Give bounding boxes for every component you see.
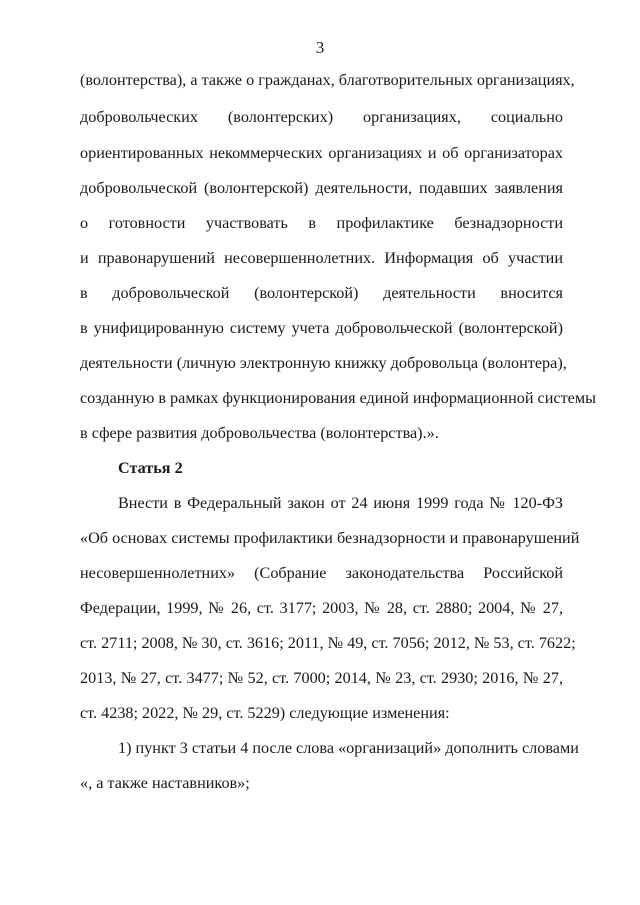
text-line: Внести в Федеральный закон от 24 июня 1999 года № 120-ФЗ	[118, 494, 563, 512]
text-line: о готовности участвовать в профилактике безнадзорности	[80, 214, 563, 232]
text-line: ст. 2711; 2008, № 30, ст. 3616; 2011, № 49, ст. 7056; 2012, № 53, ст. 7622;	[80, 634, 576, 652]
text-line: в сфере развития добровольчества (волонтерства).».	[80, 424, 439, 442]
text-line: ориентированных некоммерческих организациях и об организаторах	[80, 144, 563, 162]
text-line: в унифицированную систему учета добровольческой (волонтерской)	[80, 319, 563, 337]
text-line: добровольческих (волонтерских) организациях, социально	[80, 108, 563, 126]
text-line: и правонарушений несовершеннолетних. Информация об участии	[80, 249, 563, 267]
text-line: ст. 4238; 2022, № 29, ст. 5229) следующие изменения:	[80, 704, 450, 722]
text-line: «, а также наставников»;	[80, 774, 250, 792]
page-number: 3	[315, 38, 325, 57]
text-line: 2013, № 27, ст. 3477; № 52, ст. 7000; 2014, № 23, ст. 2930; 2016, № 27,	[80, 669, 563, 687]
text-line: (волонтерства), а также о гражданах, благотворительных организациях,	[80, 71, 575, 89]
text-line: «Об основах системы профилактики безнадзорности и правонарушений	[80, 529, 580, 547]
text-line: добровольческой (волонтерской) деятельности, подавших заявления	[80, 179, 563, 197]
text-line: деятельности (личную электронную книжку добровольца (волонтера),	[80, 354, 567, 372]
text-line: в добровольческой (волонтерской) деятельности вносится	[80, 284, 563, 302]
text-line: несовершеннолетних» (Собрание законодательства Российской	[80, 564, 563, 582]
text-line: Федерации, 1999, № 26, ст. 3177; 2003, № 28, ст. 2880; 2004, № 27,	[80, 599, 563, 617]
list-item: 1) пункт 3 статьи 4 после слова «организаций» дополнить словами	[118, 739, 579, 757]
article-heading: Статья 2	[118, 459, 183, 477]
text-line: созданную в рамках функционирования единой информационной системы	[80, 389, 596, 407]
